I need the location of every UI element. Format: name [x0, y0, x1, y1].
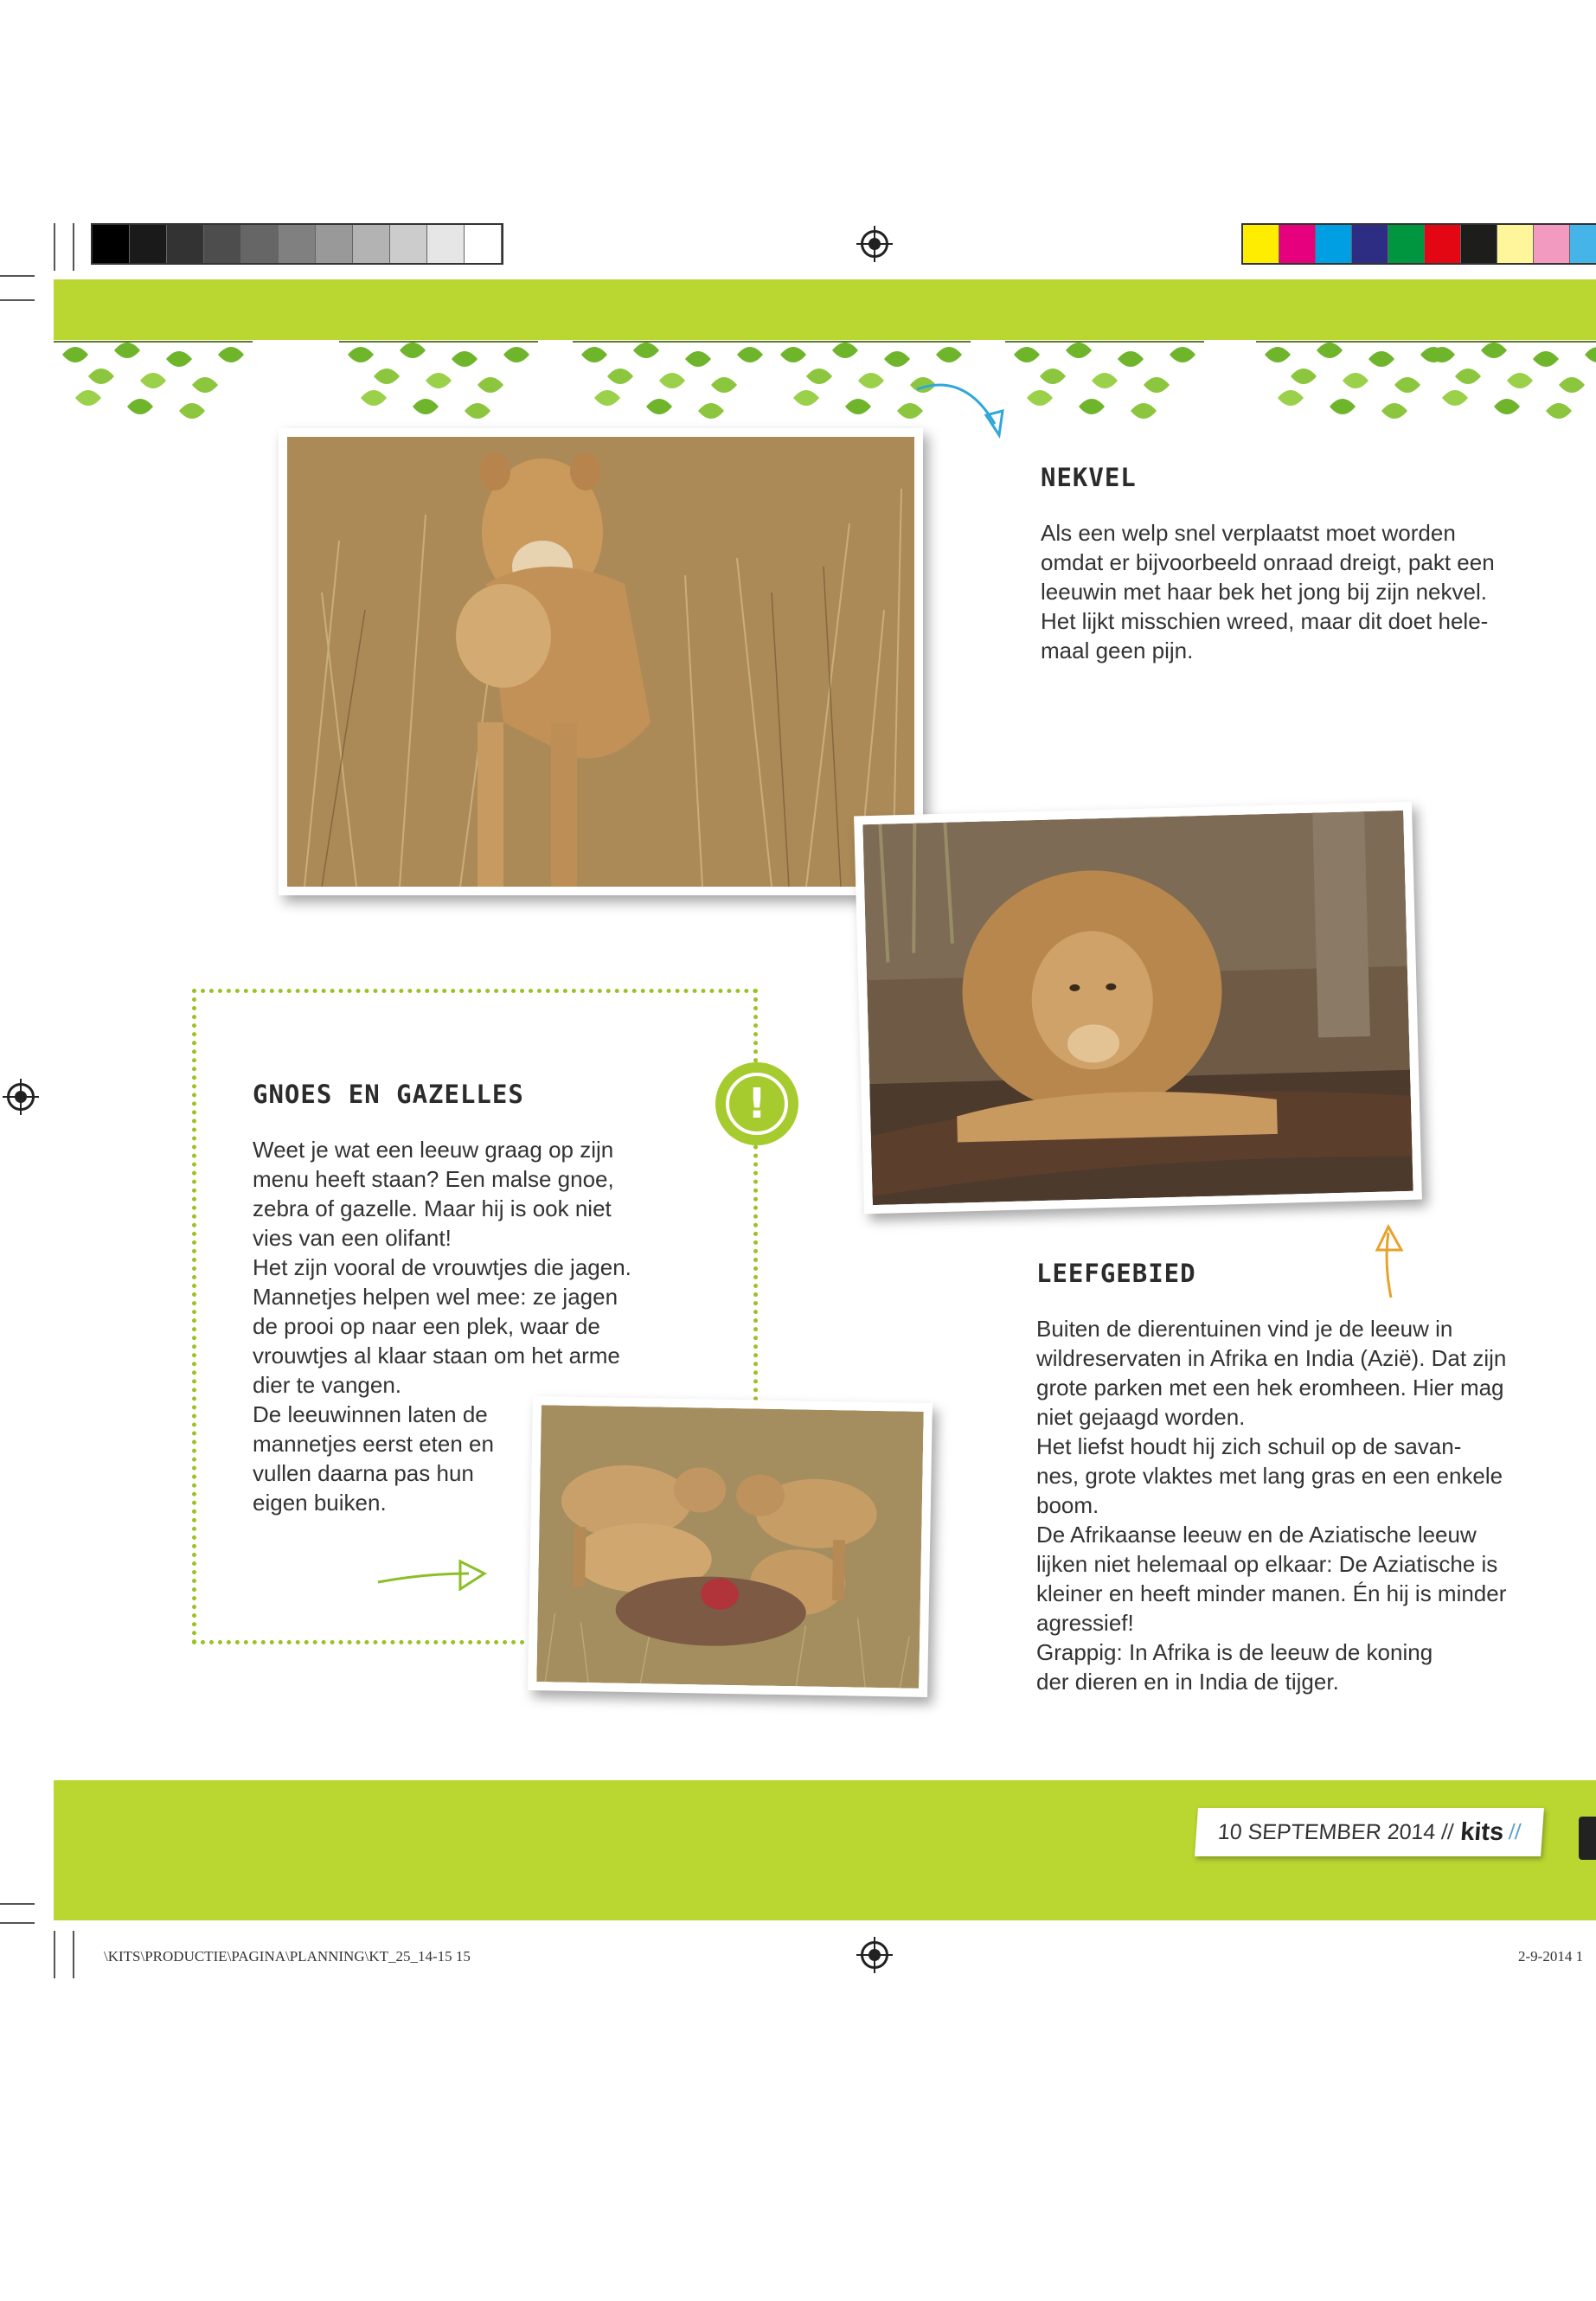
- nekvel-body: Als een welp snel verplaatst moet worden omdat er bijvoorbeeld onraad dreigt, pakt een leeuwin met haar bek het jong bij zijn nekvel. Het lijkt misschien wreed, maar dit doet hele- maal geen pijn.: [1041, 520, 1495, 663]
- exclamation-glyph: !: [726, 1073, 788, 1135]
- crop-mark: [73, 223, 74, 271]
- slug-left: \KITS\PRODUCTIE\PAGINA\PLANNING\KT_25_14-15 15: [104, 1948, 471, 1965]
- gnoes-heading: GNOES EN GAZELLES: [253, 1080, 524, 1109]
- crop-mark: [0, 275, 35, 277]
- footer-brand-logo: kits: [1459, 1817, 1505, 1846]
- gray-swatch: [465, 225, 502, 263]
- color-swatch: [1388, 225, 1425, 263]
- color-swatch: [1570, 225, 1596, 263]
- color-swatch: [1243, 225, 1279, 263]
- gray-swatch: [390, 225, 427, 263]
- slug-right: 2-9-2014 1: [1518, 1948, 1584, 1965]
- color-swatch: [1461, 225, 1497, 263]
- arrow-decoration-icon: [913, 376, 1016, 445]
- leefgebied-heading: LEEFGEBIED: [1036, 1259, 1196, 1288]
- color-swatch: [1497, 225, 1534, 263]
- photo-lions-feeding: [528, 1396, 933, 1697]
- registration-mark-icon: [7, 1083, 35, 1111]
- crop-mark: [0, 1903, 35, 1905]
- nekvel-heading: NEKVEL: [1041, 463, 1137, 492]
- color-swatch: [1425, 225, 1461, 263]
- registration-mark-icon: [861, 230, 888, 258]
- color-swatch: [1534, 225, 1570, 263]
- footer-brand-suffix: //: [1508, 1819, 1522, 1844]
- leefgebied-body: Buiten de dierentuinen vind je de leeuw in wildreservaten in Afrika en India (Azië). Dat zijn grote parken met een hek eromheen. Hier mag niet gejaagd worden. Het liefst houdt hij zich schuil op de savan- nes, grote vlaktes met lang gras en een enkele boom. De Afrikaanse leeuw en de Aziatische leeuw lijken niet helemaal op elkaar: De Aziatische is kleiner en heeft minder manen. Én hij is minder agressief! Grappig: In Afrika is de leeuw de koning der dieren en in India de tijger.: [1036, 1316, 1507, 1695]
- crop-mark: [73, 1931, 74, 1978]
- photo-male-lion: [854, 802, 1422, 1215]
- color-calibration-strip: [1241, 223, 1596, 265]
- photo-lioness-with-cub: [279, 428, 923, 895]
- gray-swatch: [353, 225, 390, 263]
- footer-date: 10 SEPTEMBER 2014 //: [1216, 1819, 1455, 1844]
- gray-swatch: [427, 225, 465, 263]
- color-swatch: [1352, 225, 1388, 263]
- header-band: [54, 279, 1596, 340]
- gray-swatch: [204, 225, 241, 263]
- gray-swatch: [130, 225, 167, 263]
- crop-mark: [54, 1931, 55, 1978]
- gray-calibration-strip: [91, 223, 503, 265]
- gray-swatch: [167, 225, 204, 263]
- color-swatch: [1316, 225, 1352, 263]
- leaves-decoration: [54, 337, 1596, 437]
- page-number-fragment: [1579, 1817, 1596, 1860]
- date-tag: [1195, 1808, 1544, 1856]
- crop-mark: [54, 223, 55, 271]
- gnoes-body: Weet je wat een leeuw graag op zijn menu heeft staan? Een malse gnoe, zebra of gazelle. Maar hij is ook niet vies van een olifant! Het zijn vooral de vrouwtjes die jagen. Mannetjes helpen wel mee: ze jagen de prooi op naar een plek, waar de vrouwtjes al klaar staan om het arme dier te vangen. De leeuwinnen laten de mannetjes eerst eten en vullen daarna pas hun eigen buiken.: [253, 1137, 631, 1516]
- nekvel-section: [1041, 463, 1560, 665]
- arrow-decoration-icon: [374, 1554, 490, 1598]
- crop-mark: [0, 299, 35, 301]
- gray-swatch: [241, 225, 279, 263]
- leefgebied-section: [1036, 1259, 1564, 1696]
- crop-mark: [0, 1922, 35, 1924]
- gray-swatch: [93, 225, 130, 263]
- color-swatch: [1279, 225, 1316, 263]
- registration-mark-icon: [861, 1941, 888, 1969]
- gray-swatch: [316, 225, 353, 263]
- gray-swatch: [279, 225, 316, 263]
